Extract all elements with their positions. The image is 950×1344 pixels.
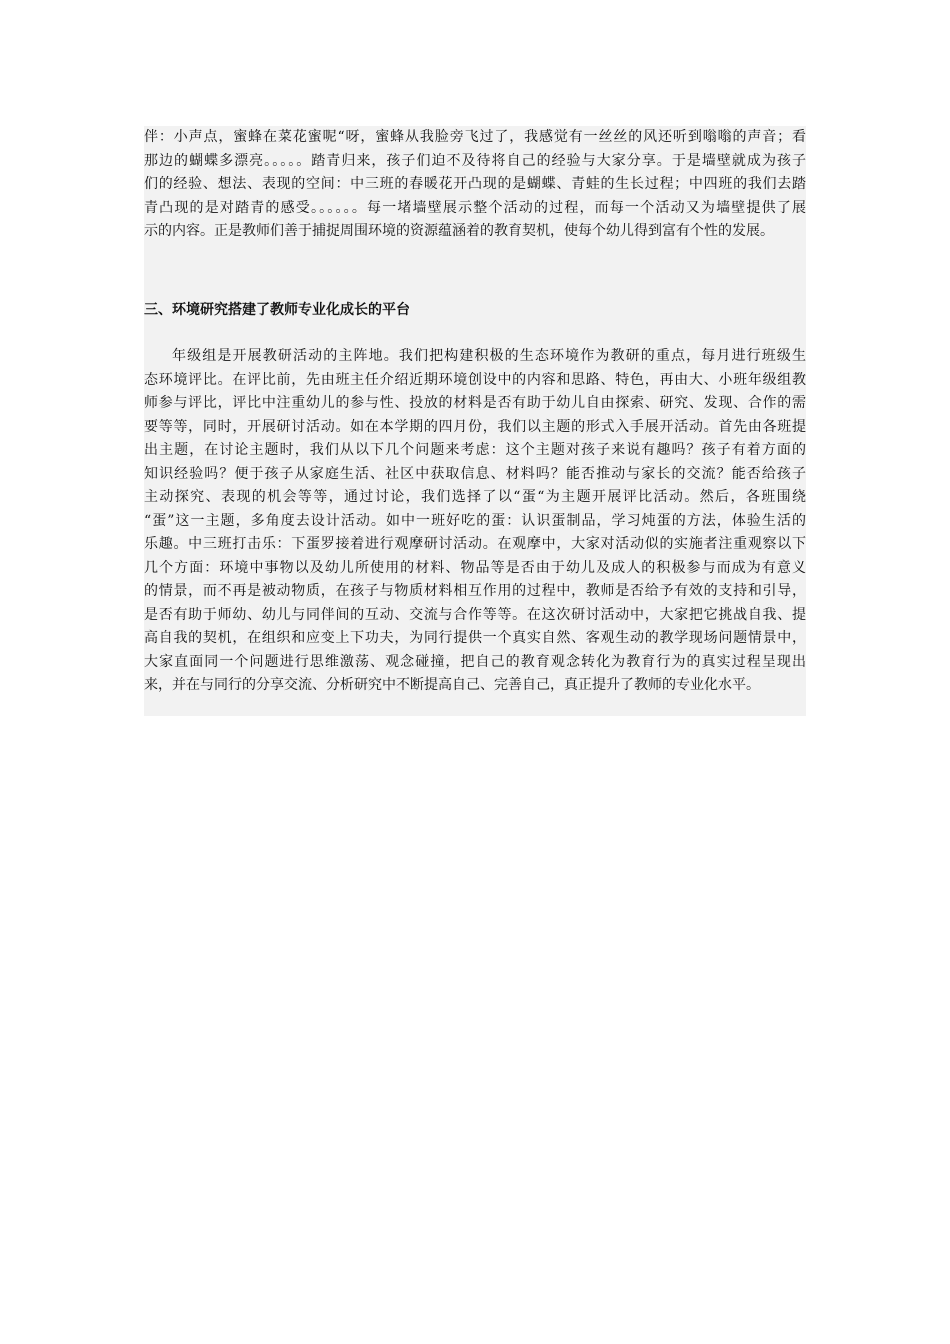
section-heading: 三、环境研究搭建了教师专业化成长的平台: [144, 285, 806, 323]
text-line: 几个方面：环境中事物以及幼儿所使用的材料、物品等是否由于幼儿及成人的积极参与而成为有意义: [144, 559, 806, 576]
paragraph-block-1: [144, 126, 806, 285]
text-line: 是否有助于师幼、幼儿与同伴间的互动、交流与合作等等。在这次研讨活动中，大家把它挑战自我、提: [144, 606, 806, 623]
text-line: 伴：小声点，蜜蜂在菜花蜜呢“呀，蜜蜂从我脸旁飞过了，我感觉有一丝丝的风还听到嗡嗡的声音；看: [144, 129, 806, 145]
text-line: 的情景，而不再是被动物质，在孩子与物质材料相互作用的过程中，教师是否给予有效的支持和引导，: [144, 583, 806, 599]
paragraph-2: [144, 323, 806, 698]
paragraph-block-2: [144, 323, 806, 716]
text-line: 们的经验、想法、表现的空间：中三班的春暖花开凸现的是蝴蝶、青蛙的生长过程；中四班的我们去踏: [144, 176, 806, 192]
text-line: 出主题，在讨论主题时，我们从以下几个问题来考虑：这个主题对孩子来说有趣吗？孩子有着方面的: [144, 442, 806, 458]
text-line: 大家直面同一个问题进行思维激荡、观念碰撞，把自己的教育观念转化为教育行为的真实过程呈现出: [144, 653, 806, 670]
text-line: 来，并在与同行的分享交流、分析研究中不断提高自己、完善自己，真正提升了教师的专业化水平。: [144, 677, 760, 693]
text-line: 青凸现的是对踏青的感受。。。。。。每一堵墙壁展示整个活动的过程，而每一个活动又为墙壁提供了展: [144, 199, 806, 216]
text-line: 知识经验吗？便于孩子从家庭生活、社区中获取信息、材料吗？能否推动与家长的交流？能否给孩子: [144, 465, 806, 482]
text-line: 主动探究、表现的机会等等，通过讨论，我们选择了以“蛋“为主题开展评比活动。然后，各班围绕: [144, 489, 806, 505]
text-line: 那边的蝴蝶多漂亮。。。。。踏青归来，孩子们迫不及待将自己的经验与大家分享。于是墙壁就成为孩子: [144, 152, 806, 169]
text-line: 高自我的契机，在组织和应变上下功夫，为同行提供一个真实自然、客观生动的教学现场问题情景中，: [144, 630, 806, 646]
text-line: 师参与评比，评比中注重幼儿的参与性、投放的材料是否有助于幼儿自由探索、研究、发现、合作的需: [144, 395, 806, 411]
paragraph-1: [144, 126, 806, 244]
text-line: 态环境评比。在评比前，先由班主任介绍近期环境创设中的内容和思路、特色，再由大、小班年级组教: [144, 371, 806, 388]
text-line: 乐趣。中三班打击乐：下蛋罗接着进行观摩研讨活动。在观摩中，大家对活动似的实施者注重观察以下: [144, 536, 806, 552]
text-line: 年级组是开展教研活动的主阵地。我们把构建积极的生态环境作为教研的重点，每月进行班级生: [172, 348, 806, 364]
text-line: 示的内容。正是教师们善于捕捉周围环境的资源蕴涵着的教育契机，使每个幼儿得到富有个性的发展。: [144, 223, 774, 239]
text-line: 要等等，同时，开展研讨活动。如在本学期的四月份，我们以主题的形式入手展开活动。首先由各班提: [144, 418, 806, 435]
text-line: “蛋”这一主题，多角度去设计活动。如中一班好吃的蛋：认识蛋制品，学习炖蛋的方法，体验生活的: [144, 512, 806, 529]
